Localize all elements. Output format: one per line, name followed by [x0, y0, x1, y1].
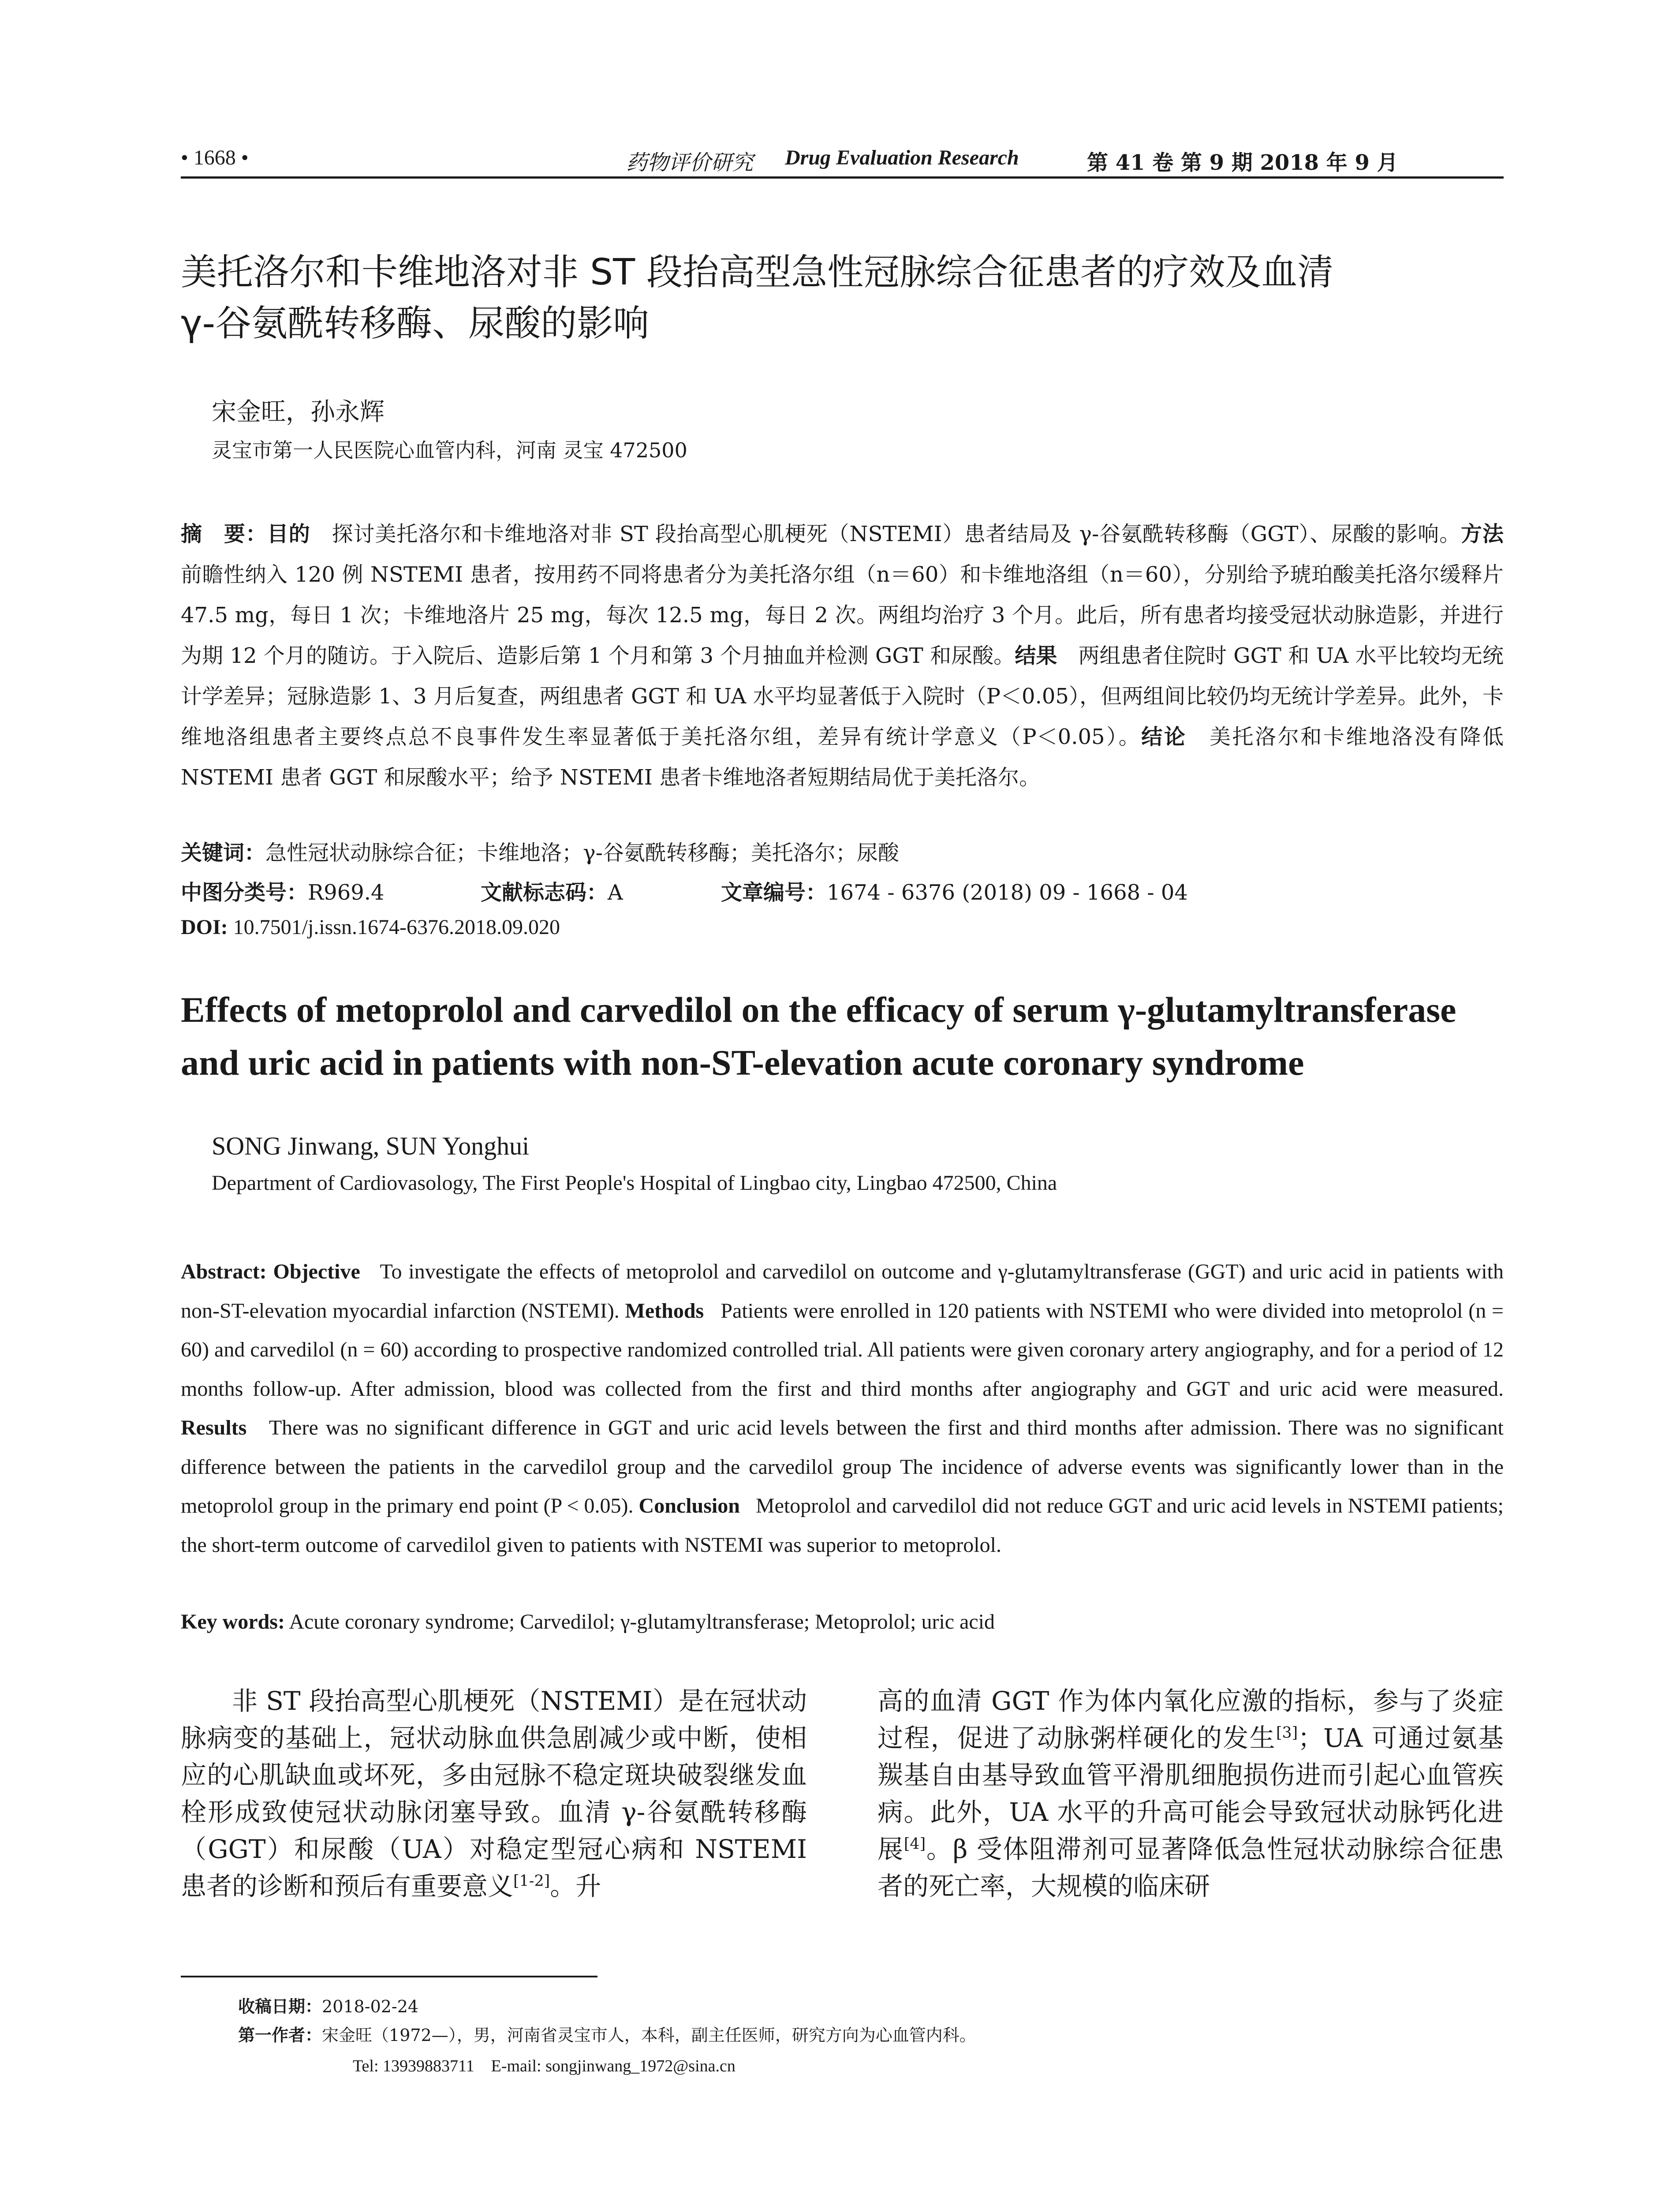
- objective-en-text: To investigate the effects of metoprolol and carvedilol on outcome and γ-glutamyltransferase (GGT) and uric acid in patients with non-ST-elevation myocardial infarction (NSTEMI).: [181, 1260, 1504, 1323]
- keywords-cn-label: 关键词：: [181, 841, 266, 865]
- running-header: [181, 141, 1504, 175]
- objective-cn-label: 目的: [267, 522, 310, 546]
- footnote-rule: [181, 1976, 597, 1977]
- citation-4[interactable]: [4]: [903, 1835, 926, 1853]
- conclusion-en-text: Metoprolol and carvedilol did not reduce GGT and uric acid levels in NSTEMI patients; the short-term outcome of carvedilol given to patients with NSTEMI was superior to metoprolol.: [181, 1494, 1504, 1557]
- keywords-en-label: Key words:: [181, 1610, 285, 1633]
- title-cn-line1: 美托洛尔和卡维地洛对非 ST 段抬高型急性冠脉综合征患者的疗效及血清: [181, 251, 1334, 293]
- body-right-text-b: ；UA 可通过氨基羰基自由基导致血管平滑肌细胞损伤进而引起心血管疾病。此外，UA 水平的升高可能会导致冠状动脉钙化进展: [877, 1723, 1504, 1864]
- footnote-received: [238, 1993, 418, 2020]
- results-en-label: Results: [181, 1416, 247, 1439]
- affiliation-en: Department of Cardiovasology, The First People's Hospital of Lingbao city, Lingbao 472500, China: [212, 1171, 1057, 1195]
- classification-line: [181, 875, 1504, 906]
- results-cn-text: 两组患者住院时 GGT 和 UA 水平比较均无统计学差异；冠脉造影 1、3 月后复查，两组患者 GGT 和 UA 水平均显著低于入院时（P＜0.05），但两组间比较仍均无统计学差异。此外，卡维地洛组患者主要终点总不良事件发生率显著低于美托洛尔组，差异有统计学意义（P＜0.05）。: [181, 643, 1504, 749]
- journal-name-en: Drug Evaluation Research: [785, 146, 1019, 169]
- first-author-info: 宋金旺（1972—），男，河南省灵宝市人，本科，副主任医师，研究方向为心血管内科。: [322, 2026, 976, 2045]
- results-en-text: There was no significant difference in GGT and uric acid levels between the first and third months after admission. There was no significant difference between the patients in the carvedilol group and the carvedilol group The incidence of adverse events was significantly lower than in the metoprolol group in the primary end point (P < 0.05).: [181, 1416, 1504, 1517]
- article-no-value: 1674 - 6376 (2018) 09 - 1668 - 04: [827, 880, 1188, 905]
- objective-en-label: Objective: [273, 1260, 360, 1283]
- abstract-cn: [181, 514, 1504, 798]
- keywords-en: [181, 1610, 995, 1634]
- methods-cn-label: 方法: [1461, 522, 1504, 546]
- conclusion-cn-label: 结论: [1141, 725, 1187, 749]
- citation-3[interactable]: [3]: [1276, 1724, 1298, 1742]
- body-left-tail: 。升: [550, 1871, 601, 1901]
- doi-value[interactable]: 10.7501/j.issn.1674-6376.2018.09.020: [233, 916, 560, 939]
- affiliation-cn: 灵宝市第一人民医院心血管内科，河南 灵宝 472500: [212, 438, 687, 462]
- article-title-en: [181, 983, 1504, 1089]
- footnote-author: [238, 2022, 976, 2048]
- abstract-en: [181, 1252, 1504, 1565]
- keywords-en-text: Acute coronary syndrome; Carvedilol; γ-glutamyltransferase; Metoprolol; uric acid: [289, 1610, 995, 1633]
- body-right-text-c: 。β 受体阻滞剂可显著降低急性冠状动脉综合征患者的死亡率，大规模的临床研: [877, 1834, 1504, 1901]
- clc-value: R969.4: [308, 880, 385, 905]
- page-number: • 1668 •: [181, 146, 249, 169]
- conclusion-cn-text: 美托洛尔和卡维地洛没有降低 NSTEMI 患者 GGT 和尿酸水平；给予 NSTEMI 患者卡维地洛者短期结局优于美托洛尔。: [181, 725, 1504, 790]
- doc-code-value: A: [608, 880, 623, 905]
- received-label: 收稿日期：: [238, 1997, 322, 2016]
- results-cn-label: 结果: [1015, 643, 1057, 668]
- received-date: 2018-02-24: [322, 1997, 419, 2016]
- body-column-right: [877, 1682, 1504, 1905]
- header-rule: [181, 176, 1504, 179]
- methods-en-label: Methods: [625, 1299, 704, 1323]
- objective-cn-text: 探讨美托洛尔和卡维地洛对非 ST 段抬高型心肌梗死（NSTEMI）患者结局及 γ-谷氨酰转移酶（GGT）、尿酸的影响。: [332, 522, 1461, 546]
- body-column-left: [181, 1682, 807, 1905]
- body-left-text: 非 ST 段抬高型心肌梗死（NSTEMI）是在冠状动脉病变的基础上，冠状动脉血供急剧减少或中断，使相应的心肌缺血或坏死，多由冠脉不稳定斑块破裂继发血栓形成致使冠状动脉闭塞导致。血清 γ-谷氨酰转移酶（GGT）和尿酸（UA）对稳定型冠心病和 NSTEMI 患者的诊断和预后有重要意义: [181, 1686, 807, 1901]
- doc-code-label: 文献标志码：: [481, 880, 608, 905]
- title-en-line1: Effects of metoprolol and carvedilol on the efficacy of serum γ-glutamyltransferase: [181, 990, 1456, 1030]
- citation-1-2[interactable]: [1-2]: [513, 1872, 550, 1890]
- journal-name-cn: 药物评价研究: [626, 150, 754, 175]
- body-right-text-a: 高的血清 GGT 作为体内氧化应激的指标，参与了炎症过程，促进了动脉粥样硬化的发生: [877, 1686, 1504, 1753]
- title-en-line2: and uric acid in patients with non-ST-elevation acute coronary syndrome: [181, 1043, 1304, 1083]
- authors-en: SONG Jinwang, SUN Yonghui: [212, 1132, 530, 1160]
- article-no-label: 文章编号：: [721, 880, 827, 905]
- conclusion-en-label: Conclusion: [638, 1494, 740, 1517]
- methods-cn-text: 前瞻性纳入 120 例 NSTEMI 患者，按用药不同将患者分为美托洛尔组（n＝60）和卡维地洛组（n＝60），分别给予琥珀酸美托洛尔缓释片 47.5 mg，每日 1 次；卡维地洛片 25 mg，每次 12.5 mg，每日 2 次。两组均治疗 3 个月。此后，所有患者均接受冠状动脉造影，并进行为期 12 个月的随访。于入院后、造影后第 1 个月和第 3 个月抽血并检测 GGT 和尿酸。: [181, 562, 1504, 668]
- doi-label: DOI:: [181, 916, 228, 939]
- abstract-en-label: Abstract:: [181, 1260, 267, 1283]
- keywords-cn: [181, 836, 899, 866]
- footnote-contact: Tel: 13939883711 E-mail: songjinwang_1972@sina.cn: [353, 2057, 735, 2075]
- title-cn-line2: γ-谷氨酰转移酶、尿酸的影响: [181, 303, 650, 344]
- volume-issue: 第 41 卷 第 9 期 2018 年 9 月: [1087, 150, 1398, 175]
- abstract-cn-label: 摘 要：: [181, 522, 267, 546]
- clc-label: 中图分类号：: [181, 880, 308, 905]
- authors-cn: 宋金旺，孙永辉: [212, 398, 385, 426]
- doi-line: [181, 915, 560, 939]
- methods-en-text: Patients were enrolled in 120 patients with NSTEMI who were divided into metoprolol (n = 60) and carvedilol (n = 60) according to prospective randomized controlled trial. All patients were given coronary artery angiography, and for a period of 12 months follow-up. After admission, blood was collected from the first and third months after angiography and GGT and uric acid were measured.: [181, 1299, 1504, 1401]
- keywords-cn-text: 急性冠状动脉综合征；卡维地洛；γ-谷氨酰转移酶；美托洛尔；尿酸: [265, 841, 899, 865]
- article-title-cn: [181, 247, 1504, 349]
- first-author-label: 第一作者：: [238, 2026, 322, 2045]
